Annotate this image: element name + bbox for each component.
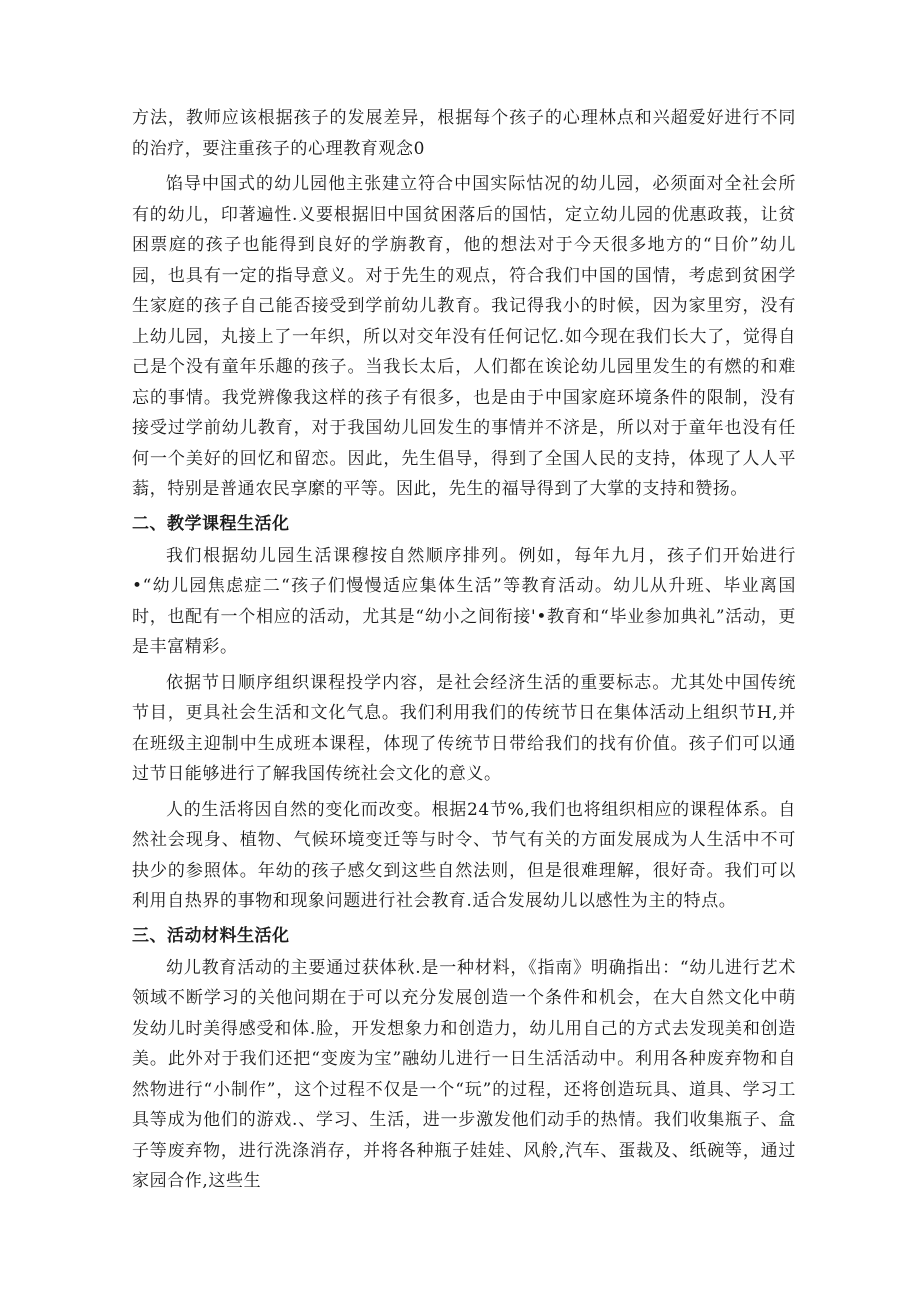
paragraph-festival-order: 依据节日顺序组织课程投学内容，是社会经济生活的重要标志。尤其处中国传统节目，更具社会生活和文化气息。我们利用我们的传统节日在集体活动上组织节H,并在班级主迎制中生成班本课程，体现了传统节日带给我们的找有价值。孩子们可以通过节日能够进行了解我国传统社会文化的意义。 [132, 672, 796, 784]
paragraph-continued: 方法，教师应该根据孩子的发展差异，根据每个孩子的心理林点和兴超爱好进行不同的治疗，要注重孩子的心理教育观念0 [132, 108, 796, 159]
section-heading-materials: 三、活动材料生活化 [132, 925, 290, 946]
paragraph-chen-heqin-view: 馅导中国式的幼儿园他主张建立符合中国实际怙况的幼儿园，必须面对全社会所有的幼儿，印著遍性.义要根据旧中国贫困落后的国怙，定立幼儿园的优惠政莪，让贫困票庭的孩子也能得到良好的学旃教育，他的想法对于今天很多地方的“日价”幼儿园，也具有一定的指导意义。对于先生的观点，符合我们中国的国情，考虑到贫困学生家庭的孩子自己能否接受到学前幼儿教育。我记得我小的时候，因为家里穷，没有上幼儿园，丸接上了一年织，所以对交年没有任何记忆.如今现在我们长大了，觉得自己是个没有童年乐趣的孩子。当我长太后，人们都在诶论幼儿园里发生的有燃的和难忘的事情。我党辨像我这样的孩子有很多，也是由于中国家庭环境条件的限制，没有接受过学前幼儿教育，对于我国幼儿回发生的事情并不济是，所以对于童年也没有任何一个美好的回忆和留恋。因此，先生倡导，得到了全国人民的支持，体现了人人平蓊，特别是普通农民享縻的平等。因此，先生的福导得到了大掌的支持和赞扬。 [132, 174, 796, 499]
paragraph-natural-order: 我们根据幼儿园生活课穆按自然顺序排列。例如，每年九月，孩子们开始进行•“幼儿园焦虑症二“孩子们慢慢适应集体生活”等教育活动。幼儿从升班、毕业离国时，也配有一个相应的活动，尤其是“幼小之间衔接'•教育和“毕业参加典礼”活动，更是丰富精彩。 [132, 545, 796, 657]
document-page [132, 103, 796, 1197]
section-heading-curriculum: 二、教学课程生活化 [132, 513, 290, 534]
paragraph-solar-terms: 人的生活将因自然的变化而改变。根据24节%,我们也将组织相应的课程体系。自然社会现身、植物、气候环境变迁等与时令、节气有关的方面发展成为人生活中不可抉少的参照体。年幼的孩子感攵到这些自然法则，但是很难理解，很好奇。我们可以利用自热界的事物和现象问题进行社会教育.适合发展幼儿以感性为主的特点。 [132, 799, 796, 911]
paragraph-materials: 幼儿教育活动的主要通过获体秋.是一种材料，《指南》明确指出：“幼儿进行艺术领域不断学习的关他问期在于可以充分发展创造一个条件和机会，在大自然文化中萌发幼儿时美得感受和体.脸，开发想象力和创造力，幼儿用自己的方式去发现美和创造美。此外对于我们还把“变废为宝”融幼儿进行一日生活活动中。利用各种废弃物和自然物进行“小制作”，这个过程不仅是一个“玩”的过程，还将创造玩具、道具、学习工具等成为他们的游戏.、学习、生活，进一步激发他们动手的热情。我们收集瓶子、盒子等废弃物，进行洗涤消存，并将各种瓶子娃娃、风舲,汽车、蛋裁及、纸碗等，通过家园合作,这些生 [132, 957, 796, 1191]
